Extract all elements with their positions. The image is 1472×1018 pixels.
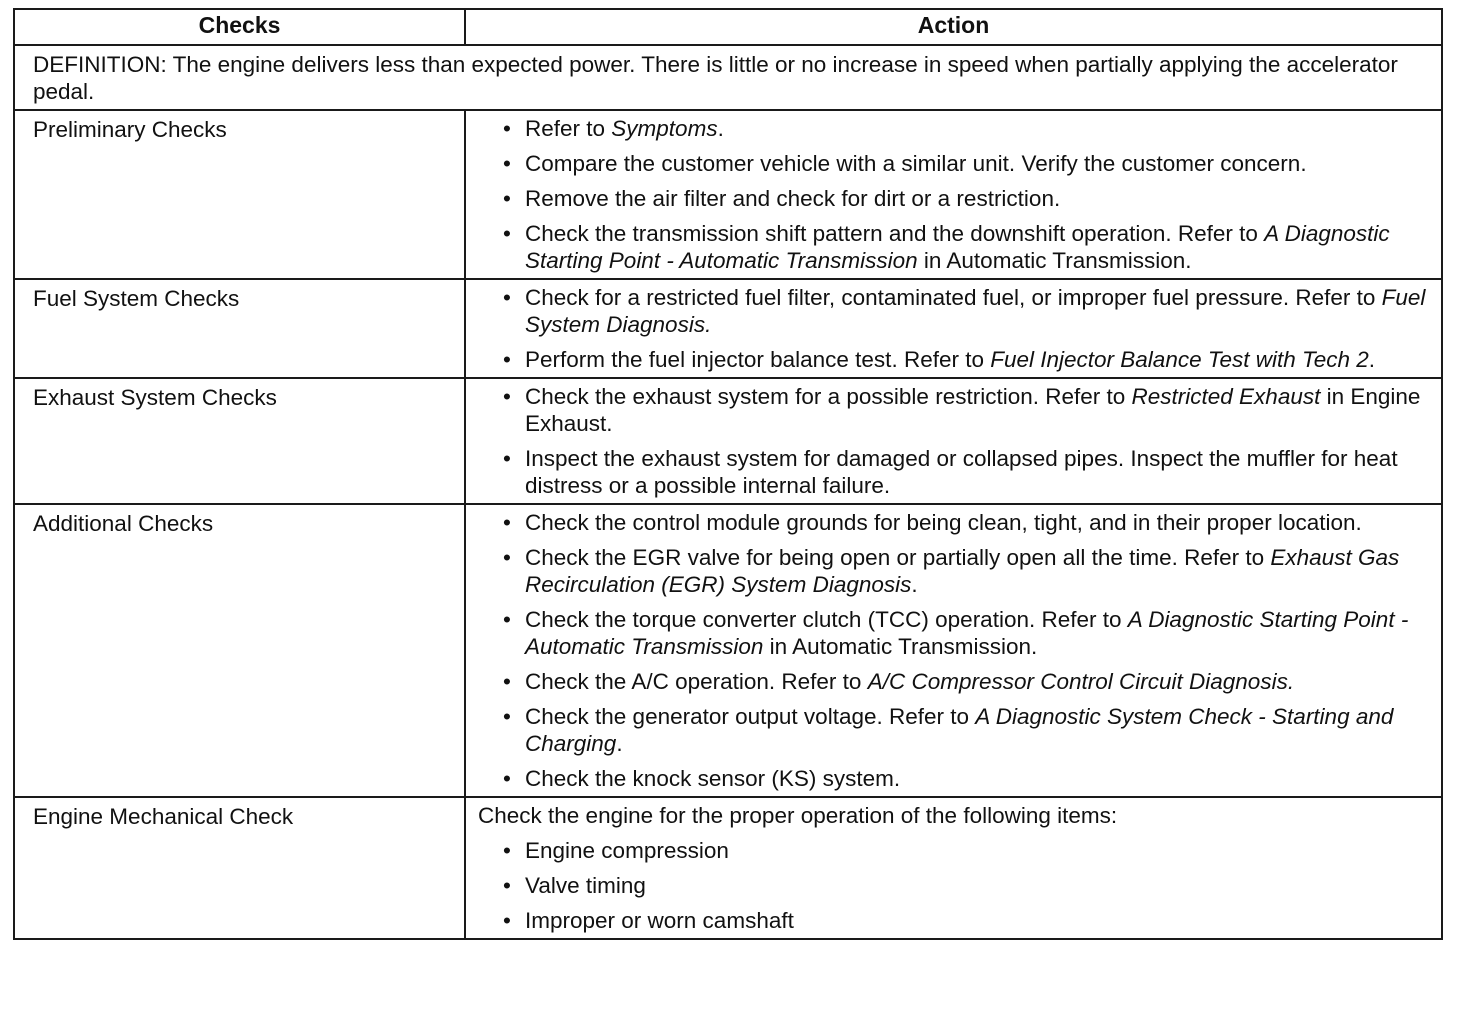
action-column-header: Action [465,9,1442,45]
list-item: • Check the exhaust system for a possible restriction. Refer to Restricted Exhaust in Engine Exhaust. [478,383,1429,437]
action-cell [465,504,1442,797]
table-row [14,279,1442,378]
check-name: Exhaust System Checks [14,378,465,504]
action-cell [465,279,1442,378]
checks-column-header: Checks [14,9,465,45]
diagnostic-table [13,8,1443,940]
list-item: • Engine compression [478,837,1429,864]
table-row [14,797,1442,939]
list-item: • Inspect the exhaust system for damaged or collapsed pipes. Inspect the muffler for heat distress or a possible internal failure. [478,445,1429,499]
list-item: • Check for a restricted fuel filter, contaminated fuel, or improper fuel pressure. Refer to Fuel System Diagnosis. [478,284,1429,338]
list-item: • Remove the air filter and check for dirt or a restriction. [478,185,1429,212]
list-item: • Valve timing [478,872,1429,899]
list-item: • Perform the fuel injector balance test. Refer to Fuel Injector Balance Test with Tech 2. [478,346,1429,373]
action-intro: Check the engine for the proper operation of the following items: [478,803,1118,828]
list-item: • Check the generator output voltage. Refer to A Diagnostic System Check - Starting and Charging. [478,703,1429,757]
list-item: • Check the A/C operation. Refer to A/C Compressor Control Circuit Diagnosis. [478,668,1429,695]
list-item: • Check the EGR valve for being open or partially open all the time. Refer to Exhaust Gas Recirculation (EGR) System Diagnosis. [478,544,1429,598]
check-name: Preliminary Checks [14,110,465,279]
list-item: • Check the knock sensor (KS) system. [478,765,1429,792]
action-cell [465,797,1442,939]
definition-row [14,45,1442,110]
table-row [14,110,1442,279]
list-item: • Compare the customer vehicle with a similar unit. Verify the customer concern. [478,150,1429,177]
list-item: • Check the transmission shift pattern and the downshift operation. Refer to A Diagnostic Starting Point - Automatic Transmission in Automatic Transmission. [478,220,1429,274]
action-cell [465,378,1442,504]
table-row [14,504,1442,797]
check-name: Fuel System Checks [14,279,465,378]
list-item: • Refer to Symptoms. [478,115,1429,142]
definition-text: DEFINITION: The engine delivers less than expected power. There is little or no increase in speed when partially applying the accelerator pedal. [14,45,1442,110]
action-cell [465,110,1442,279]
list-item: • Check the torque converter clutch (TCC) operation. Refer to A Diagnostic Starting Point - Automatic Transmission in Automatic Transmission. [478,606,1429,660]
check-name: Engine Mechanical Check [14,797,465,939]
check-name: Additional Checks [14,504,465,797]
header-row [14,9,1442,45]
list-item: • Check the control module grounds for being clean, tight, and in their proper location. [478,509,1429,536]
list-item: • Improper or worn camshaft [478,907,1429,934]
table-row [14,378,1442,504]
